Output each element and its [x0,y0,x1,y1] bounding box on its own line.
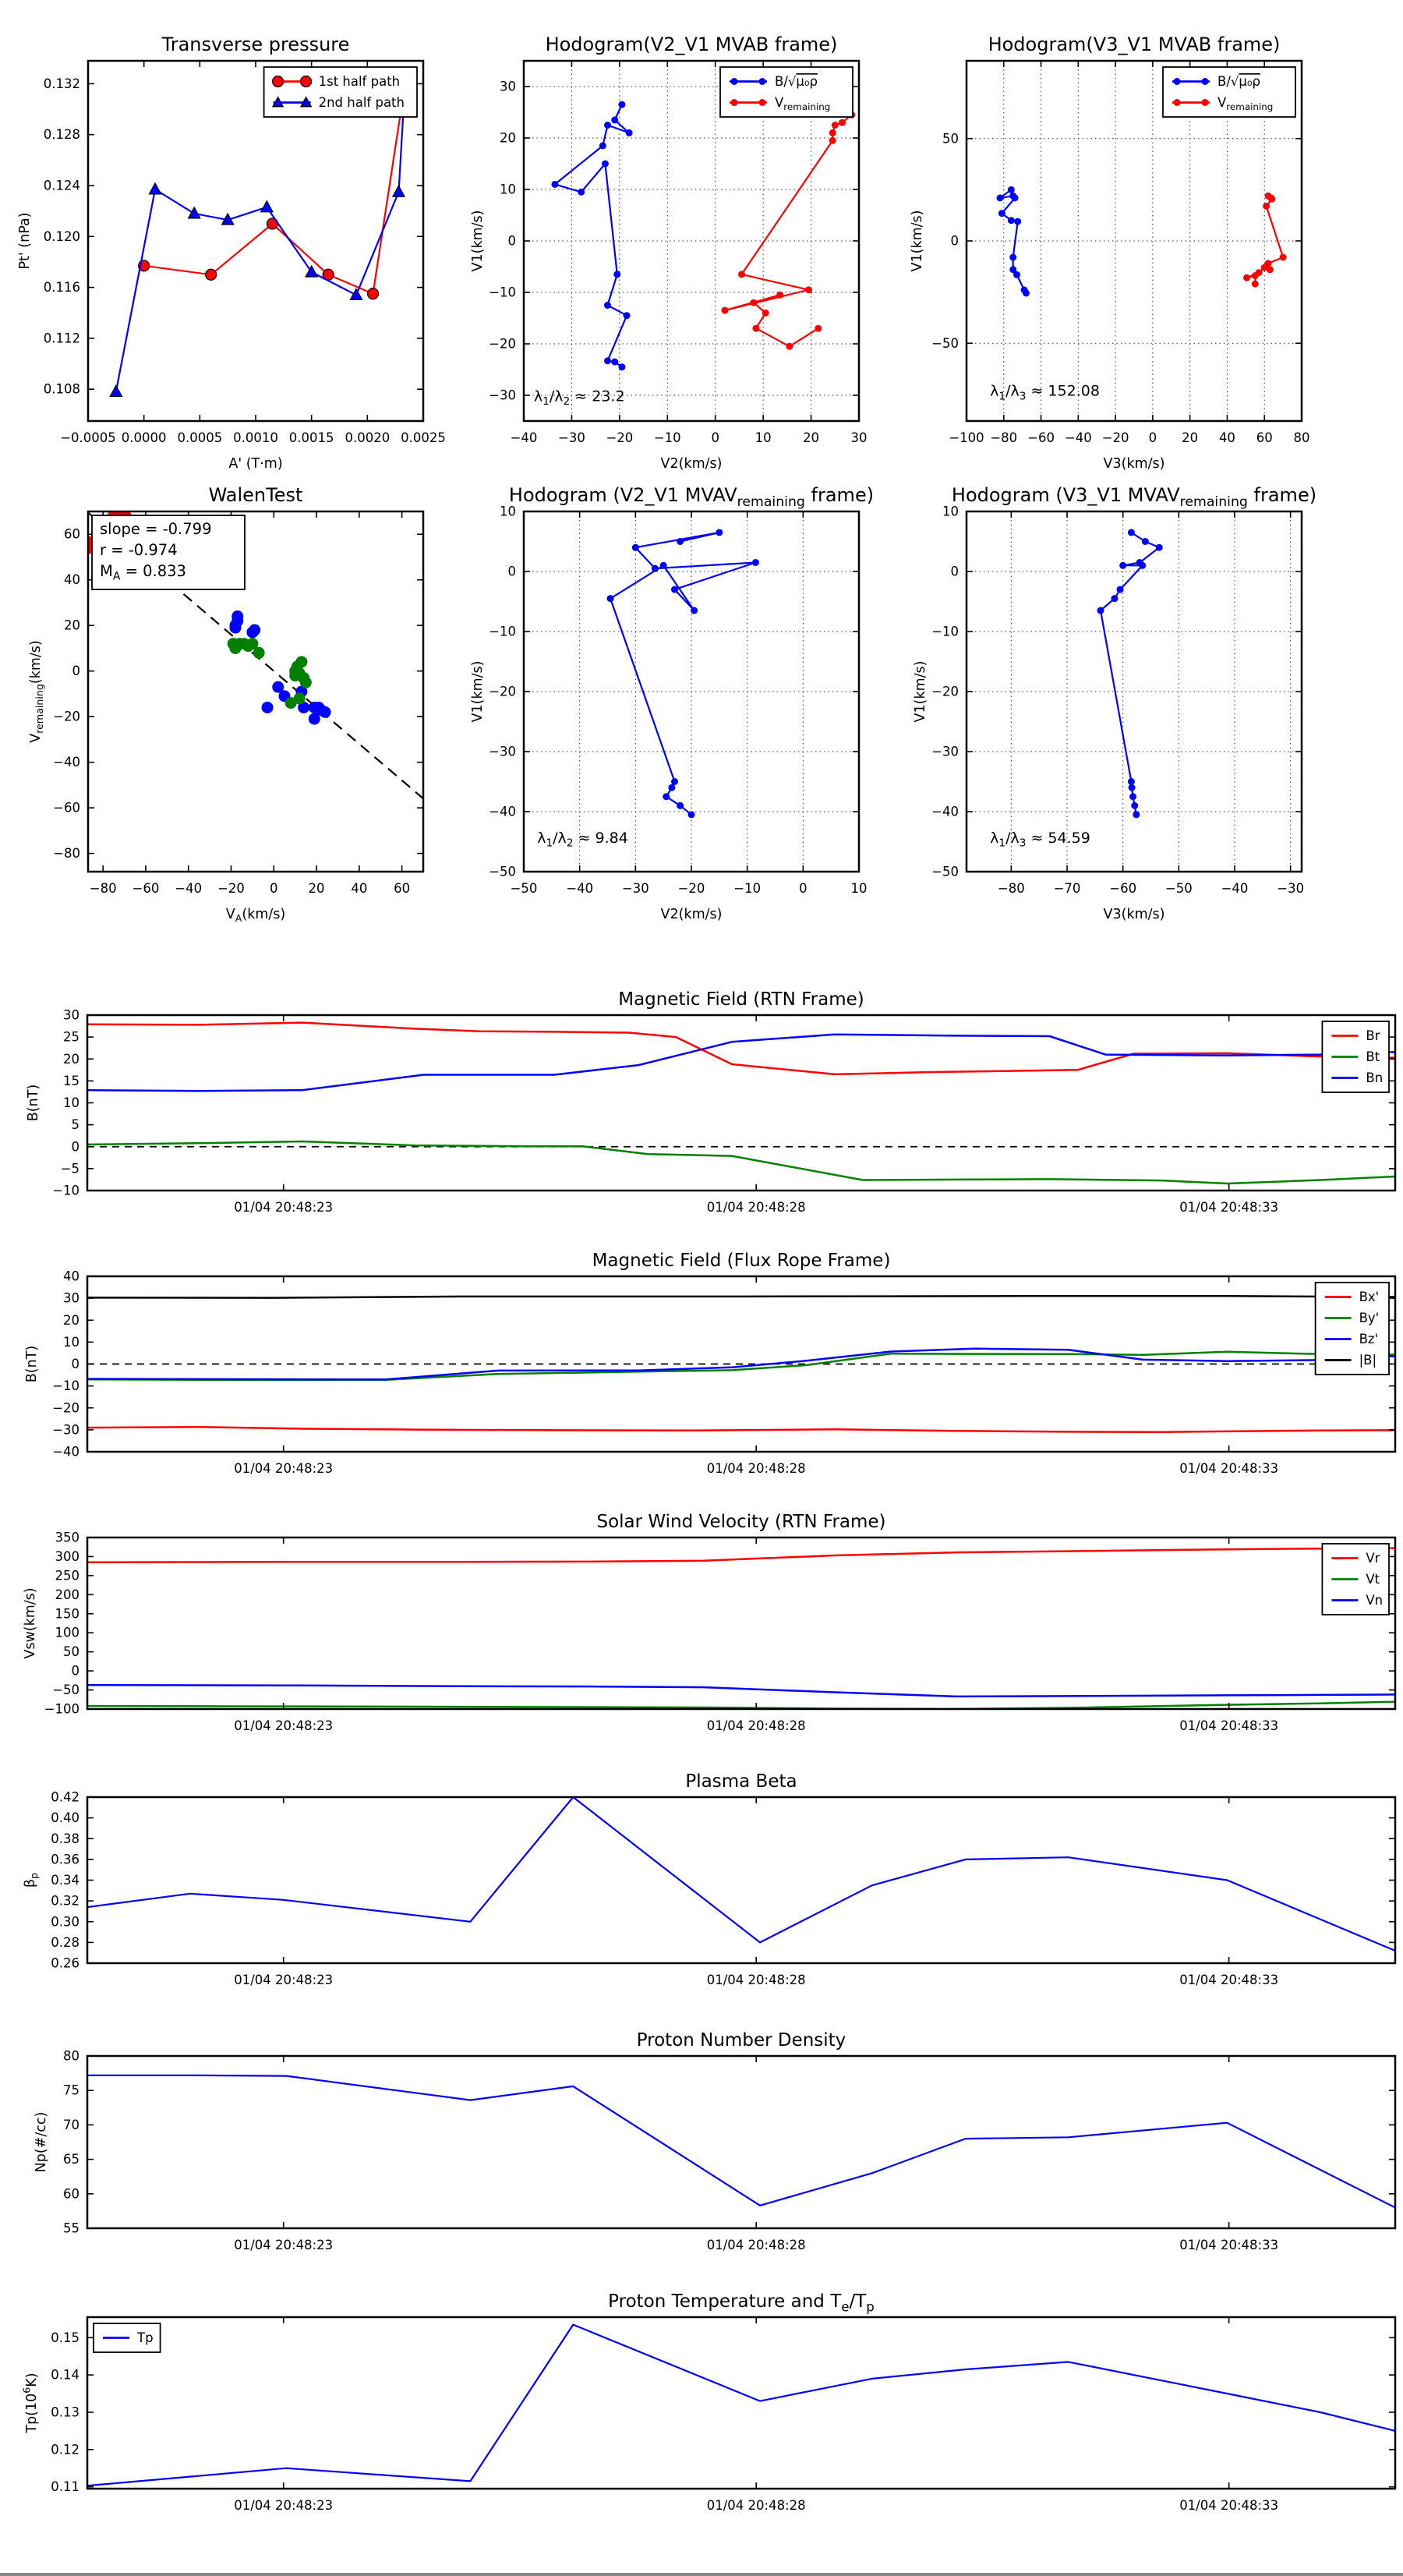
series-b-scaled [551,101,632,371]
x-tick-label: −30 [558,430,585,445]
y-tick-label: 0.120 [43,228,80,244]
y-axis-label: B(nT) [24,1345,40,1383]
x-tick-label: −0.0005 [60,430,116,445]
chart-title: WalenTest [208,484,303,506]
legend [1163,67,1295,117]
y-tick-label: 55 [63,2220,80,2236]
y-tick-label: −20 [489,684,516,699]
y-tick-label: −20 [53,709,80,724]
y-tick-label: 0.14 [51,2367,80,2383]
x-tick-label: 20 [1182,430,1199,445]
series-v-remaining [1243,193,1287,288]
x-tick-label: 01/04 20:48:33 [1179,1461,1279,1476]
y-tick-label: −40 [52,1444,80,1460]
x-tick-label: 0.0000 [121,430,167,445]
x-tick-label: −60 [1109,881,1137,896]
x-tick-label: 80 [1293,430,1310,445]
y-tick-label: 0 [71,1357,80,1371]
legend-label: Vt [1366,1572,1380,1587]
y-axis-label: V1(km/s) [470,210,486,272]
y-tick-label: 0.36 [51,1852,80,1867]
x-axis-label: V2(km/s) [660,907,723,922]
y-tick-label: −10 [489,285,516,300]
series-v-remaining [722,111,856,350]
y-tick-label: 70 [63,2117,80,2132]
y-tick-label: 0 [950,233,959,249]
y-axis-label: V1(km/s) [913,660,928,723]
x-tick-label: −10 [653,430,681,445]
x-tick-label: −40 [1221,881,1249,896]
x-tick-label: 0 [711,430,719,445]
y-axis-label: $V_{remaining}(km/s)$ [28,640,46,743]
y-tick-label: 0.42 [51,1789,80,1805]
stats-line: r = -0.974 [100,541,178,559]
legend-label: Vr [1366,1551,1380,1566]
y-tick-label: 10 [63,1334,80,1350]
x-tick-label: 01/04 20:48:23 [234,1973,334,1987]
y-axis-label: $\beta_p$ [23,1872,41,1888]
x-tick-label: 0.0010 [233,430,278,445]
series-br [87,1023,1395,1074]
series-beta-p [87,1797,1395,1951]
ticks [87,1797,1395,1963]
legend-label: |B| [1359,1353,1377,1368]
legend-label: Bt [1366,1049,1380,1064]
x-tick-label: 01/04 20:48:23 [234,2238,334,2252]
legend-label: B/√μ₀ρ [775,74,818,89]
x-tick-label: 01/04 20:48:23 [234,2498,334,2513]
y-axis-label: Np(#/cc) [34,2111,49,2173]
chart-ts5 [34,2030,1395,2252]
series-np [87,2075,1395,2208]
y-tick-label: 150 [55,1606,80,1622]
y-tick-label: 15 [63,1073,80,1088]
x-tick-label: −40 [566,881,594,896]
y-tick-label: 60 [64,526,80,542]
chart-title: Transverse pressure [161,34,350,55]
y-tick-label: −80 [53,846,80,862]
chart-ts1 [26,989,1395,1215]
x-tick-label: −80 [89,881,117,896]
y-tick-label: 0.116 [43,280,80,295]
y-tick-label: −10 [931,624,959,639]
x-tick-label: 40 [351,881,368,896]
x-tick-label: −10 [733,881,762,896]
chart-p2 [470,34,868,472]
y-tick-label: 50 [63,1644,80,1660]
x-tick-label: 01/04 20:48:33 [1179,1200,1279,1215]
y-tick-label: 0 [71,1139,80,1155]
x-tick-label: 0 [799,881,808,896]
chart-p5 [470,484,874,922]
y-tick-label: 0.11 [51,2479,80,2495]
x-tick-label: 0 [270,881,278,896]
chart-ts6 [21,2291,1395,2513]
x-tick-label: 60 [394,881,411,896]
series-bn [87,1035,1395,1092]
y-tick-label: 0.30 [51,1914,80,1930]
x-tick-label: 20 [803,430,820,445]
x-axis-label: V3(km/s) [1103,456,1165,472]
y-tick-label: −30 [931,744,959,759]
x-tick-label: 0.0020 [345,430,391,445]
y-axis-label: Vsw(km/s) [23,1587,38,1659]
legend-label: By' [1359,1311,1380,1325]
chart-ts2 [24,1251,1395,1476]
x-tick-label: 0.0015 [288,430,334,445]
axes-frame [87,2317,1395,2489]
y-tick-label: 40 [64,572,80,588]
chart-p6 [913,484,1316,922]
chart-title: Proton Temperature and $T_e/T_p$ [608,2291,875,2315]
legend-label: B/√μ₀ρ [1217,74,1260,89]
series-first-half [229,610,330,725]
chart-title: Hodogram(V3_V1 MVAB frame) [988,34,1281,55]
x-tick-label: 01/04 20:48:23 [234,1718,334,1733]
legend-label: $V_{remaining}$ [1217,95,1274,112]
y-tick-label: 20 [64,617,80,633]
y-tick-label: 0.32 [51,1893,80,1909]
x-tick-label: 0.0025 [401,430,446,445]
x-tick-label: 01/04 20:48:28 [706,1200,806,1215]
y-tick-label: −10 [52,1183,80,1198]
y-tick-label: −40 [931,804,959,819]
legend-label: Bz' [1359,1332,1379,1346]
y-tick-label: 0 [71,1663,80,1679]
eigenvalue-annotation: $\lambda_1/\lambda_2 \approx 9.84$ [537,830,628,850]
y-tick-label: −50 [52,1683,80,1698]
y-tick-label: 0.26 [51,1955,80,1971]
x-tick-label: 01/04 20:48:28 [706,2498,806,2513]
chart-title: Hodogram (V3_V1 $MVAV_{remaining}$ frame) [951,484,1317,510]
y-tick-label: −30 [52,1422,80,1438]
x-tick-label: −20 [677,881,705,896]
y-tick-label: 0.28 [51,1934,80,1950]
eigenvalue-annotation: $\lambda_1/\lambda_3 \approx 54.59$ [990,830,1090,850]
y-tick-label: −60 [53,800,80,816]
legend [264,67,417,117]
x-tick-label: 01/04 20:48:33 [1179,2238,1279,2252]
y-tick-label: 30 [63,1290,80,1306]
y-axis-label: V1(km/s) [910,210,925,272]
x-tick-label: 01/04 20:48:33 [1179,1973,1279,1987]
x-tick-label: 40 [1218,430,1235,445]
x-axis-label: V2(km/s) [660,456,723,472]
x-axis-label: V3(km/s) [1103,907,1165,922]
y-tick-label: −20 [489,336,516,352]
y-tick-label: 250 [55,1568,80,1583]
y-tick-label: −30 [489,744,516,759]
y-tick-label: 30 [500,79,516,94]
legend [94,2323,161,2352]
y-tick-label: 0.128 [43,127,80,143]
stats-line: slope = -0.799 [100,520,212,538]
y-tick-label: 0.34 [51,1873,80,1888]
y-tick-label: 300 [55,1548,80,1564]
x-tick-label: −20 [606,430,634,445]
y-tick-label: 10 [63,1095,80,1110]
y-tick-label: 30 [63,1007,80,1023]
y-tick-label: 10 [500,182,516,197]
eigenvalue-annotation: $\lambda_1/\lambda_2 \approx 23.2$ [533,387,625,409]
y-tick-label: −10 [52,1378,80,1394]
x-tick-label: −20 [1101,430,1129,445]
y-tick-label: 0.15 [51,2330,80,2345]
axes-frame [87,1797,1395,1963]
y-tick-label: 0.112 [43,331,80,346]
x-axis-label: A' (T·m) [228,456,283,472]
y-tick-label: −40 [53,755,80,770]
y-tick-label: 200 [55,1587,80,1602]
chart-title: Hodogram(V2_V1 MVAB frame) [545,34,838,55]
series-second-half [228,638,312,709]
y-tick-label: 0.132 [43,76,80,91]
y-axis-label: B(nT) [26,1084,41,1122]
chart-title: Proton Number Density [636,2030,846,2051]
x-tick-label: 0 [1148,430,1157,445]
legend-label: Tp [137,2330,154,2345]
x-tick-label: −100 [949,430,984,445]
chart-p4 [28,484,423,924]
axes-frame [87,1537,1395,1709]
y-tick-label: 0 [507,233,516,249]
chart-ts3 [23,1512,1395,1733]
x-tick-label: 60 [1256,430,1273,445]
y-tick-label: 0 [950,564,959,579]
y-tick-label: 20 [500,130,516,146]
y-tick-label: 25 [63,1029,80,1045]
series-vn [87,1685,1395,1697]
legend [720,67,853,117]
chart-title: Hodogram (V2_V1 $MVAV_{remaining}$ frame) [508,484,875,510]
ticks [87,1537,1395,1709]
x-tick-label: 30 [850,430,868,445]
y-tick-label: −50 [489,864,516,879]
legend-label: 2nd half path [318,95,405,110]
series-b-hodogram [1097,529,1163,818]
x-tick-label: 01/04 20:48:28 [706,1973,806,1987]
stats-line: $M_A = 0.833$ [100,562,186,583]
x-tick-label: −30 [1277,881,1305,896]
y-tick-label: −30 [489,387,516,403]
y-tick-label: 20 [63,1051,80,1067]
x-tick-label: 20 [308,881,325,896]
legend-label: 1st half path [318,74,401,89]
y-tick-label: 10 [500,504,516,519]
legend [1322,1544,1389,1615]
x-tick-label: −50 [1164,881,1193,896]
x-tick-label: 01/04 20:48:28 [706,2238,806,2252]
x-tick-label: −80 [997,881,1025,896]
series-b-hodogram [607,529,759,818]
y-tick-label: 0.108 [43,381,80,397]
y-tick-label: 0.13 [51,2404,80,2420]
x-tick-label: −60 [1027,430,1055,445]
x-tick-label: 0.0005 [177,430,223,445]
y-tick-label: 0 [72,663,80,679]
y-tick-label: 0.38 [51,1831,80,1846]
chart-p1 [17,34,446,472]
chart-title: Plasma Beta [685,1771,797,1792]
eigenvalue-annotation: $\lambda_1/\lambda_3 \approx 152.08$ [990,382,1100,403]
y-tick-label: −5 [60,1161,80,1177]
y-tick-label: 100 [55,1625,80,1640]
y-tick-label: −20 [52,1400,80,1416]
y-axis-label: Pt' (nPa) [17,212,33,270]
axes-frame [87,2056,1395,2228]
chart-ts4 [23,1771,1395,1987]
series-tp [87,2325,1395,2486]
y-tick-label: 350 [55,1530,80,1545]
y-tick-label: 10 [942,504,959,519]
x-tick-label: 01/04 20:48:28 [706,1461,806,1476]
x-tick-label: −20 [217,881,245,896]
y-tick-label: −50 [931,335,959,351]
y-tick-label: 40 [63,1269,80,1284]
x-tick-label: −40 [1064,430,1092,445]
x-tick-label: 01/04 20:48:28 [706,1718,806,1733]
x-tick-label: −80 [990,430,1018,445]
y-tick-label: 0.124 [43,178,80,193]
x-tick-label: 01/04 20:48:33 [1179,1718,1279,1733]
x-tick-label: 10 [755,430,772,445]
y-axis-label: V1(km/s) [470,660,486,723]
y-tick-label: 80 [63,2048,80,2064]
x-tick-label: 10 [850,881,868,896]
y-tick-label: 0.40 [51,1810,80,1826]
series-vr [87,1548,1395,1562]
series-2nd-half-path [110,90,410,397]
legend-label: Br [1366,1028,1380,1043]
y-tick-label: 75 [63,2082,80,2098]
series-b-scaled [997,186,1030,297]
legend-label: Vn [1366,1593,1384,1608]
ticks [87,2056,1395,2228]
series-bt [87,1141,1395,1184]
x-tick-label: −40 [510,430,538,445]
series-bx- [87,1427,1395,1432]
y-tick-label: 5 [71,1117,80,1133]
x-tick-label: 01/04 20:48:23 [234,1200,334,1215]
x-tick-label: 01/04 20:48:33 [1179,2498,1279,2513]
x-tick-label: −70 [1053,881,1081,896]
y-tick-label: 65 [63,2152,80,2167]
ticks [87,2317,1395,2489]
x-tick-label: −50 [510,881,538,896]
y-tick-label: 20 [63,1312,80,1328]
y-tick-label: −10 [489,624,516,639]
x-tick-label: −30 [621,881,649,896]
y-tick-label: −100 [44,1701,80,1717]
y-tick-label: −20 [931,684,959,699]
chart-p3 [910,34,1310,472]
y-tick-label: −40 [489,804,516,819]
chart-title: Magnetic Field (Flux Rope Frame) [592,1251,891,1271]
y-tick-label: 60 [63,2186,80,2202]
y-axis-label: $Tp(10^6K)$ [20,2373,40,2433]
x-tick-label: −60 [132,881,160,896]
y-tick-label: 0 [507,564,516,579]
x-axis-label: $V_A(km/s)$ [225,907,286,925]
legend-label: Bx' [1359,1290,1380,1304]
legend [1316,1283,1389,1375]
legend-label: Bn [1366,1070,1384,1085]
chart-title: Magnetic Field (RTN Frame) [618,989,864,1010]
x-tick-label: 01/04 20:48:23 [234,1461,334,1476]
chart-title: Solar Wind Velocity (RTN Frame) [596,1512,886,1532]
legend [1322,1021,1389,1092]
x-tick-label: −40 [175,881,203,896]
y-tick-label: 50 [942,131,959,147]
y-tick-label: 0.12 [51,2442,80,2457]
series--b- [87,1296,1395,1297]
y-tick-label: −50 [931,864,959,879]
legend-label: $V_{remaining}$ [775,95,831,112]
